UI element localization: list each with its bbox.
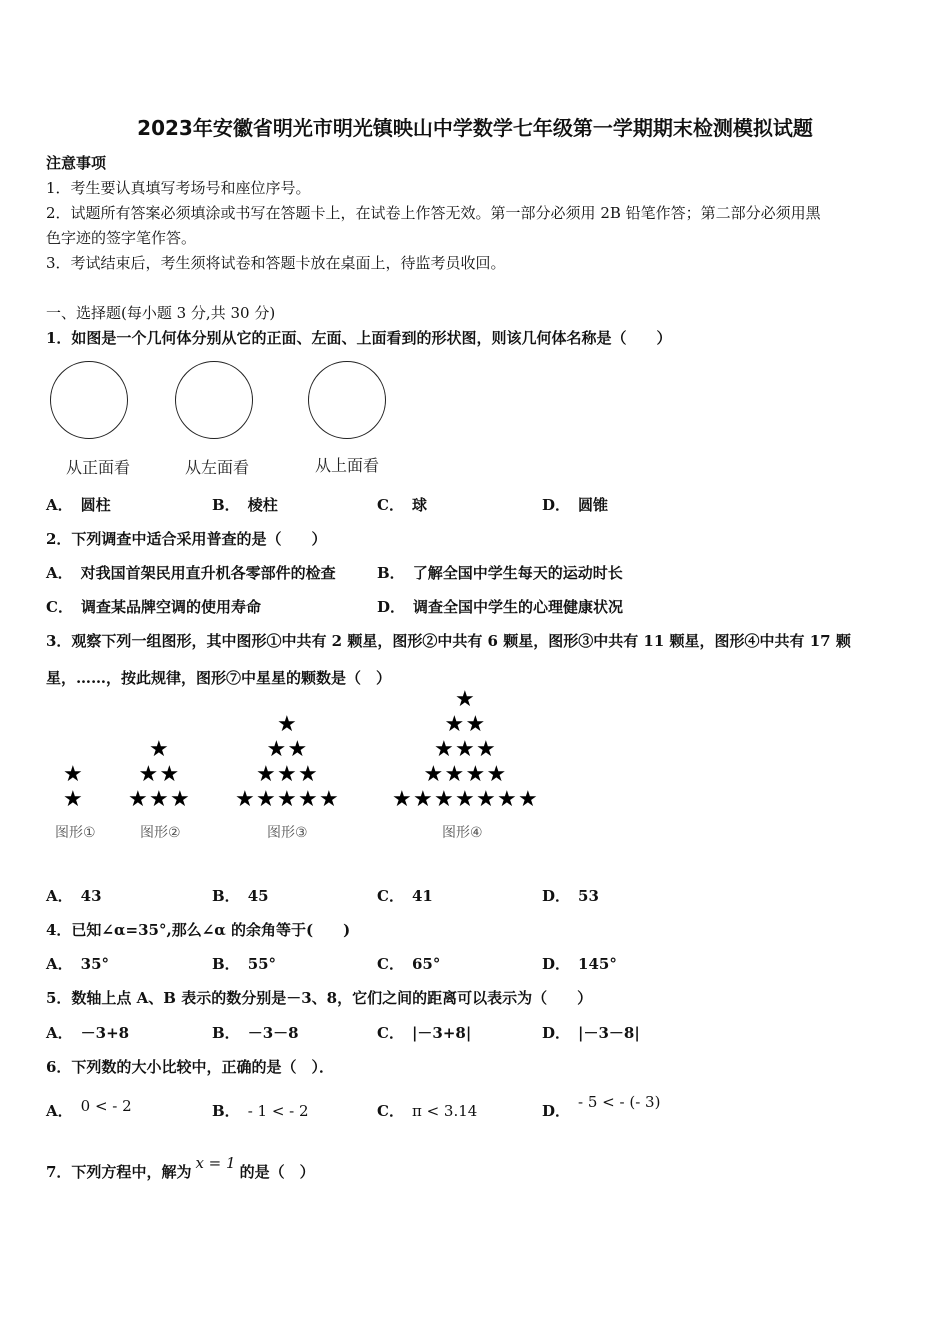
question-7-stem <box>46 1154 315 1182</box>
star-icon: ★ <box>486 762 507 787</box>
star-icon: ★ <box>476 787 496 812</box>
q5-option-d[interactable] <box>542 1022 640 1043</box>
option-math: - 1 < - 2 <box>247 1102 309 1120</box>
q2-option-b[interactable] <box>377 562 623 583</box>
option-label: D． <box>542 496 571 514</box>
figure-label-1: 图形① <box>55 825 96 841</box>
option-math: π < 3.14 <box>411 1102 478 1120</box>
star-icon: ★ <box>434 787 454 812</box>
q3-option-a[interactable] <box>46 885 102 906</box>
star-icon: ★ <box>423 762 444 787</box>
q4-option-b[interactable] <box>212 953 276 974</box>
option-text: |－3+8| <box>411 1024 472 1042</box>
option-text: 对我国首架民用直升机各零部件的检查 <box>80 564 336 582</box>
option-text: 调查全国中学生的心理健康状况 <box>413 598 624 616</box>
option-label: C． <box>377 496 404 514</box>
q6-option-b[interactable] <box>212 1100 309 1121</box>
star-icon: ★ <box>298 787 318 812</box>
star-icon: ★ <box>455 787 475 812</box>
figure-label-2: 图形② <box>140 825 181 841</box>
question-2-stem: 2．下列调查中适合采用普查的是（ ） <box>46 530 327 548</box>
option-label: D． <box>542 1024 571 1042</box>
star-icon: ★ <box>434 737 454 762</box>
question-6-stem: 6．下列数的大小比较中，正确的是（ ）． <box>46 1058 334 1076</box>
q2-option-a[interactable] <box>46 562 336 583</box>
notice-item: 1．考生要认真填写考场号和座位序号。 <box>46 179 311 197</box>
option-text: 棱柱 <box>247 496 278 514</box>
q1-option-c[interactable] <box>377 494 427 515</box>
option-label: D． <box>542 1102 571 1120</box>
option-label: B． <box>212 887 240 905</box>
option-label: B． <box>212 496 240 514</box>
option-math: - 5 < - (- 3) <box>578 1093 661 1111</box>
view-label-front: 从正面看 <box>66 458 131 477</box>
option-label: A． <box>46 564 73 582</box>
option-text: 35° <box>80 955 110 973</box>
option-math: 0 < - 2 <box>80 1097 132 1115</box>
option-label: C． <box>377 887 404 905</box>
option-label: B． <box>212 1024 240 1042</box>
star-icon: ★ <box>149 787 169 812</box>
q3-option-d[interactable] <box>542 885 599 906</box>
star-icon: ★ <box>159 762 180 787</box>
star-icon: ★ <box>518 787 538 812</box>
star-icon: ★ <box>128 787 148 812</box>
q5-option-b[interactable] <box>212 1022 299 1043</box>
q5-option-c[interactable] <box>377 1022 471 1043</box>
option-label: A． <box>46 1024 73 1042</box>
star-icon: ★ <box>455 737 475 762</box>
option-label: A． <box>46 496 73 514</box>
notice-heading: 注意事项 <box>46 154 107 172</box>
q1-option-d[interactable] <box>542 494 608 515</box>
question-1-stem: 1．如图是一个几何体分别从它的正面、左面、上面看到的形状图，则该几何体名称是（ ） <box>46 329 672 347</box>
star-icon: ★ <box>497 787 517 812</box>
option-label: B． <box>377 564 405 582</box>
star-icon: ★ <box>476 737 496 762</box>
star-icon: ★ <box>444 762 465 787</box>
star-icon: ★ <box>444 712 465 737</box>
option-text: 43 <box>80 887 102 905</box>
q4-option-a[interactable] <box>46 953 109 974</box>
q1-option-a[interactable] <box>46 494 111 515</box>
option-text: 55° <box>247 955 277 973</box>
option-text: 41 <box>411 887 433 905</box>
star-icon: ★ <box>277 787 297 812</box>
star-icon: ★ <box>319 787 339 812</box>
notice-item: 色字迹的签字笔作答。 <box>46 229 197 247</box>
q6-option-a[interactable] <box>46 1097 132 1121</box>
notice-item: 3．考试结束后，考生须将试卷和答题卡放在桌面上，待监考员收回。 <box>46 254 506 272</box>
star-icon: ★ <box>465 712 486 737</box>
question-3-stem-line2: 星，……，按此规律，图形⑦中星星的颗数是（ ） <box>46 669 392 687</box>
option-text: 65° <box>411 955 441 973</box>
star-icon: ★ <box>287 737 308 762</box>
option-label: B． <box>212 955 240 973</box>
notice-item: 2．试题所有答案必须填涂或书写在答题卡上，在试卷上作答无效。第一部分必须用 2B 铅笔作答；第二部分必须用黑 <box>46 204 821 222</box>
q6-option-c[interactable] <box>377 1100 477 1121</box>
question-7-stem-pre: 7．下列方程中，解为 <box>46 1163 192 1181</box>
option-label: D． <box>542 887 571 905</box>
q3-option-c[interactable] <box>377 885 433 906</box>
option-label: D． <box>542 955 571 973</box>
star-icon: ★ <box>63 762 83 787</box>
q1-option-b[interactable] <box>212 494 278 515</box>
top-view-circle <box>308 361 386 439</box>
question-7-math: x = 1 <box>195 1154 236 1172</box>
option-text: －3+8 <box>80 1024 130 1042</box>
option-text: 145° <box>578 955 617 973</box>
star-icon: ★ <box>138 762 159 787</box>
question-3-stem-line1: 3．观察下列一组图形，其中图形①中共有 2 颗星，图形②中共有 6 颗星，图形③中共有 11 颗星，图形④中共有 17 颗 <box>46 632 851 650</box>
star-icon: ★ <box>170 787 190 812</box>
q2-option-c[interactable] <box>46 596 261 617</box>
option-text: 球 <box>411 496 427 514</box>
option-label: C． <box>377 1024 404 1042</box>
option-text: |－3－8| <box>578 1024 640 1042</box>
option-label: A． <box>46 887 73 905</box>
option-label: C． <box>377 1102 404 1120</box>
star-icon: ★ <box>277 762 297 787</box>
option-label: D． <box>377 598 406 616</box>
q4-option-c[interactable] <box>377 953 440 974</box>
star-icon: ★ <box>149 737 169 762</box>
option-label: A． <box>46 955 73 973</box>
star-icon: ★ <box>455 687 475 712</box>
star-icon: ★ <box>392 787 412 812</box>
option-text: 了解全国中学生每天的运动时长 <box>412 564 623 582</box>
star-icon: ★ <box>256 762 276 787</box>
option-text: 调查某品牌空调的使用寿命 <box>80 598 261 616</box>
option-text: 53 <box>578 887 599 905</box>
question-5-stem: 5．数轴上点 A、B 表示的数分别是－3、8，它们之间的距离可以表示为（ ） <box>46 989 593 1007</box>
star-icon: ★ <box>277 712 297 737</box>
star-icon: ★ <box>63 787 83 812</box>
option-label: C． <box>46 598 73 616</box>
question-7-stem-post: 的是（ ） <box>239 1163 315 1181</box>
option-label: C． <box>377 955 404 973</box>
question-4-stem: 4．已知∠α=35°,那么∠α 的余角等于( ) <box>46 921 351 939</box>
star-icon: ★ <box>298 762 318 787</box>
q6-option-d[interactable] <box>542 1093 661 1121</box>
q2-option-d[interactable] <box>377 596 623 617</box>
option-text: 圆柱 <box>80 496 111 514</box>
star-icon: ★ <box>256 787 276 812</box>
figure-label-3: 图形③ <box>267 825 308 841</box>
view-label-left: 从左面看 <box>185 458 250 477</box>
figure-label-4: 图形④ <box>442 825 483 841</box>
view-label-top: 从上面看 <box>315 456 380 475</box>
front-view-circle <box>50 361 128 439</box>
option-label: A． <box>46 1102 73 1120</box>
q4-option-d[interactable] <box>542 953 617 974</box>
star-icon: ★ <box>413 787 433 812</box>
left-view-circle <box>175 361 253 439</box>
page-title: 2023年安徽省明光市明光镇映山中学数学七年级第一学期期末检测模拟试题 <box>137 116 813 140</box>
option-text: 45 <box>247 887 269 905</box>
section-heading: 一、选择题(每小题 3 分,共 30 分) <box>46 304 276 322</box>
option-text: 圆锥 <box>578 496 609 514</box>
q3-option-b[interactable] <box>212 885 269 906</box>
star-icon: ★ <box>235 787 255 812</box>
q5-option-a[interactable] <box>46 1022 129 1043</box>
option-text: －3－8 <box>247 1024 299 1042</box>
star-icon: ★ <box>465 762 486 787</box>
option-label: B． <box>212 1102 240 1120</box>
star-icon: ★ <box>266 737 287 762</box>
